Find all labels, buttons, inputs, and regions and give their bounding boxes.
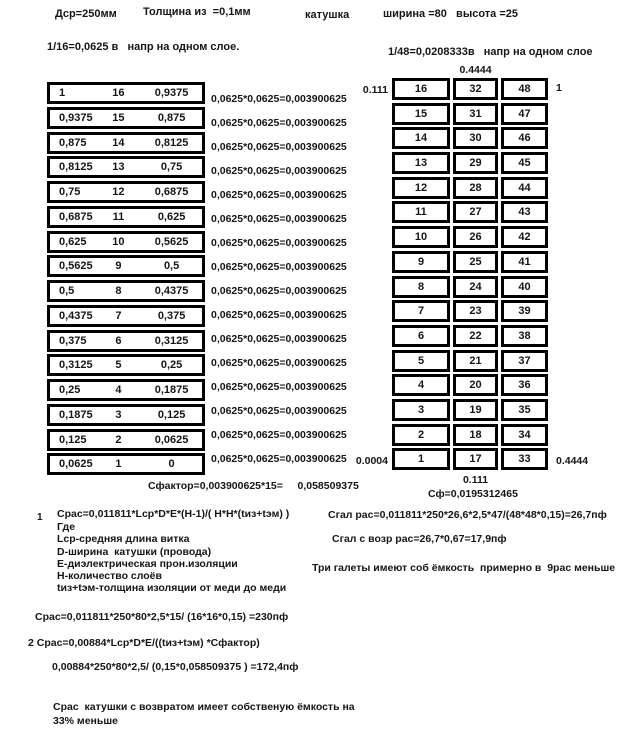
right-table-cell: 15 (392, 103, 450, 125)
right-table-cell: 35 (501, 399, 548, 421)
right-table-label-top-left: 0.111 (362, 84, 388, 96)
product-formula-line: 0,0625*0,0625=0,003900625 (211, 309, 347, 321)
formula-1-glossary (57, 521, 286, 595)
left-table-row (47, 206, 205, 228)
right-table-cell: 21 (453, 350, 498, 372)
right-table-cell: 6 (392, 325, 450, 347)
right-table-cell: 19 (453, 399, 498, 421)
right-table-row (392, 226, 548, 248)
right-table-cell: 32 (453, 78, 498, 100)
left-table-row (47, 255, 205, 277)
left-table-row (47, 379, 205, 401)
insulation-thickness-label: Толщина из =0,1мм (143, 6, 251, 18)
right-table-cell: 4 (392, 374, 450, 396)
left-table-row (47, 404, 205, 426)
left-table-cell: 0,1875 (59, 408, 93, 421)
right-table-cell: 30 (453, 127, 498, 149)
right-table-cell: 36 (501, 374, 548, 396)
left-table-cell: 0,5625 (59, 260, 93, 273)
right-table-label-bottom-left: 0.0004 (355, 455, 388, 467)
sf-total-line: Сф=0,0195312465 (428, 488, 518, 500)
left-table-cell: 0,625 (59, 235, 87, 248)
sfactor-total-line: Сфактор=0,003900625*15= 0,058509375 (148, 480, 359, 492)
right-table-row (392, 276, 548, 298)
left-table-cell: 10 (112, 235, 125, 248)
left-table-cell: 8 (115, 285, 122, 297)
left-table-cell: 0,25 (59, 384, 81, 396)
right-table-cell: 37 (501, 350, 548, 372)
left-table-cell: 7 (115, 309, 122, 322)
product-formula-line: 0,0625*0,0625=0,003900625 (211, 261, 347, 273)
left-table-cell: 3 (115, 408, 122, 421)
right-table-cell: 25 (453, 251, 498, 273)
right-table-row (392, 399, 548, 421)
right-table-cell: 7 (392, 300, 450, 322)
left-table-row (47, 453, 205, 475)
left-table-cell: 0,9375 (59, 111, 93, 124)
coil-label: катушка (305, 9, 350, 21)
left-table-cell: 0,9375 (154, 87, 189, 99)
product-formula-line: 0,0625*0,0625=0,003900625 (211, 141, 347, 153)
left-table-cell: 0,6875 (154, 186, 189, 198)
left-table-cell: 15 (112, 111, 125, 124)
left-table-cell: 0,5 (59, 285, 75, 297)
right-turns-table (392, 78, 548, 473)
left-table-cell: 4 (115, 384, 122, 396)
left-table-cell: 5 (115, 359, 122, 372)
right-table-row (392, 325, 548, 347)
left-table-cell: 0,375 (59, 334, 87, 347)
right-table-row (392, 424, 548, 446)
left-table-row (47, 280, 205, 302)
right-table-cell: 33 (501, 448, 548, 470)
right-table-cell: 9 (392, 251, 450, 273)
left-table-row (47, 82, 205, 104)
right-table-cell: 24 (453, 276, 498, 298)
right-table-row (392, 127, 548, 149)
right-table-cell: 11 (392, 201, 450, 223)
right-table-cell: 20 (453, 374, 498, 396)
left-table-cell: 0,8125 (154, 136, 189, 149)
left-table-cell: 2 (115, 433, 122, 446)
left-table-row (47, 156, 205, 178)
right-table-row (392, 350, 548, 372)
d-avg-label: Дср=250мм (55, 8, 117, 20)
glossary-line: Lcp-средняя длина витка (57, 533, 190, 546)
left-table-cell: 0,5625 (154, 235, 189, 248)
left-table-cell: 0,5 (163, 260, 180, 273)
glossary-line: tиз+tэм-толщина изоляции от меди до меди (57, 582, 287, 595)
right-table-cell: 18 (453, 424, 498, 446)
product-formula-line: 0,0625*0,0625=0,003900625 (211, 429, 347, 441)
left-table-cell: 0,3125 (59, 359, 93, 372)
left-table-row (47, 231, 205, 253)
product-formula-line: 0,0625*0,0625=0,003900625 (211, 453, 347, 465)
right-table-cell: 10 (392, 226, 450, 248)
glossary-line: Где (57, 521, 76, 533)
product-formula-line: 0,0625*0,0625=0,003900625 (211, 285, 347, 297)
right-table-row (392, 300, 548, 322)
glossary-line: D-ширина катушки (провода) (57, 545, 212, 558)
right-table-cell: 39 (501, 300, 548, 322)
right-table-label-top-right: 1 (556, 82, 562, 94)
formula-2-main: 2 Срас=0,00884*Lcp*D*E/((tиз+tэм) *Сфактор) (28, 637, 260, 649)
right-table-cell: 16 (392, 78, 450, 100)
right-table-cell: 22 (453, 325, 498, 347)
left-table-cell: 0 (168, 458, 175, 471)
left-table-cell: 0,75 (160, 161, 183, 174)
left-table-cell: 12 (112, 186, 125, 198)
right-table-cell: 46 (501, 127, 548, 149)
left-table-cell: 13 (112, 161, 125, 174)
product-formula-line: 0,0625*0,0625=0,003900625 (211, 189, 347, 201)
formula-1-main: Срас=0,011811*Lcp*D*E*(H-1)/( H*H*(tиз+tэм) ) (57, 508, 290, 520)
right-table-cell: 13 (392, 152, 450, 174)
right-table-cell: 40 (501, 276, 548, 298)
left-table-cell: 0,4375 (154, 285, 189, 297)
left-table-cell: 0,375 (157, 309, 186, 322)
left-table-row (47, 132, 205, 154)
right-table-row (392, 201, 548, 223)
product-formula-line: 0,0625*0,0625=0,003900625 (211, 405, 347, 417)
right-table-cell: 43 (501, 201, 548, 223)
left-table-cell: 0,4375 (59, 309, 93, 322)
width-height-label: ширина =80 высота =25 (383, 8, 518, 20)
left-table-cell: 1 (59, 87, 66, 99)
left-table-cell: 16 (112, 87, 125, 99)
left-table-cell: 9 (115, 260, 122, 273)
right-table-cell: 29 (453, 152, 498, 174)
formula-1-numeric: Срас=0,011811*250*80*2,5*15/ (16*16*0,15) =230пф (35, 611, 289, 623)
right-table-row (392, 251, 548, 273)
right-table-label-top-center: 0.4444 (459, 64, 492, 76)
product-formula-line: 0,0625*0,0625=0,003900625 (211, 381, 347, 393)
right-table-cell: 34 (501, 424, 548, 446)
left-voltage-table (47, 82, 205, 478)
left-table-cell: 0,0625 (59, 458, 93, 471)
right-table-cell: 44 (501, 177, 548, 199)
cgal-calc-line: Сгал рас=0,011811*250*26,6*2,5*47/(48*48*0,15)=26,7пф (328, 509, 607, 521)
right-table-row (392, 103, 548, 125)
right-table-cell: 48 (501, 78, 548, 100)
left-table-row (47, 354, 205, 376)
left-table-cell: 11 (112, 210, 125, 223)
left-table-cell: 0,875 (59, 136, 87, 149)
formula-2-numeric: 0,00884*250*80*2,5/ (0,15*0,058509375 ) =172,4пф (52, 661, 299, 673)
right-table-cell: 45 (501, 152, 548, 174)
right-table-label-bottom-right: 0.4444 (556, 455, 589, 467)
right-table-cell: 17 (453, 448, 498, 470)
left-table-cell: 0,3125 (154, 334, 189, 347)
right-table-row (392, 374, 548, 396)
left-table-row (47, 330, 205, 352)
glossary-line: Е-диэлектрическая прон.изоляции (57, 557, 238, 570)
right-table-cell: 38 (501, 325, 548, 347)
right-table-cell: 2 (392, 424, 450, 446)
left-table-cell: 0,125 (59, 433, 87, 446)
right-table-row (392, 177, 548, 199)
galettes-note: Три галеты имеют соб ёмкость примерно в 9рас меньше (312, 562, 616, 574)
right-table-row (392, 78, 548, 100)
left-table-row (47, 429, 205, 451)
left-table-cell: 0,25 (160, 359, 183, 372)
product-formula-line: 0,0625*0,0625=0,003900625 (211, 93, 347, 105)
left-table-row (47, 107, 205, 129)
right-table-cell: 28 (453, 177, 498, 199)
left-table-cell: 1 (115, 458, 122, 471)
left-voltage-note: 1/16=0,0625 в напр на одном слое. (47, 41, 240, 53)
left-table-cell: 0,75 (59, 186, 81, 198)
product-formula-line: 0,0625*0,0625=0,003900625 (211, 165, 347, 177)
cgal-return-line: Сгал с возр рас=26,7*0,67=17,9пф (332, 533, 507, 545)
right-table-cell: 1 (392, 448, 450, 470)
right-table-label-bottom-center: 0.111 (462, 474, 489, 486)
product-formula-line: 0,0625*0,0625=0,003900625 (211, 237, 347, 249)
right-table-cell: 47 (501, 103, 548, 125)
formula-column (211, 93, 347, 477)
left-table-cell: 0,6875 (59, 210, 93, 223)
right-table-cell: 23 (453, 300, 498, 322)
right-table-cell: 8 (392, 276, 450, 298)
right-table-cell: 41 (501, 251, 548, 273)
left-table-cell: 14 (112, 136, 125, 149)
glossary-line: Н-количество слоёв (57, 570, 162, 583)
right-table-cell: 3 (392, 399, 450, 421)
right-table-cell: 14 (392, 127, 450, 149)
left-table-row (47, 305, 205, 327)
left-table-cell: 0,1875 (154, 384, 189, 396)
left-table-cell: 0,0625 (154, 433, 189, 446)
product-formula-line: 0,0625*0,0625=0,003900625 (211, 357, 347, 369)
right-table-cell: 42 (501, 226, 548, 248)
right-table-row (392, 448, 548, 470)
left-table-cell: 0,875 (157, 111, 186, 124)
left-table-cell: 6 (115, 334, 122, 347)
left-table-cell: 0,125 (157, 408, 186, 421)
right-table-row (392, 152, 548, 174)
return-note-line2: 33% меньше (53, 715, 118, 727)
left-table-row (47, 181, 205, 203)
right-table-cell: 31 (453, 103, 498, 125)
right-table-cell: 12 (392, 177, 450, 199)
right-table-cell: 27 (453, 201, 498, 223)
left-table-cell: 0,8125 (59, 161, 93, 174)
product-formula-line: 0,0625*0,0625=0,003900625 (211, 333, 347, 345)
formula-1-marker: 1 (37, 512, 43, 523)
right-table-cell: 5 (392, 350, 450, 372)
product-formula-line: 0,0625*0,0625=0,003900625 (211, 117, 347, 129)
left-table-cell: 0,625 (157, 210, 186, 223)
return-note-line1: Срас катушки с возвратом имеет собственую ёмкость на (53, 701, 355, 713)
right-voltage-note: 1/48=0,0208333в напр на одном слое (388, 46, 593, 58)
product-formula-line: 0,0625*0,0625=0,003900625 (211, 213, 347, 225)
right-table-cell: 26 (453, 226, 498, 248)
